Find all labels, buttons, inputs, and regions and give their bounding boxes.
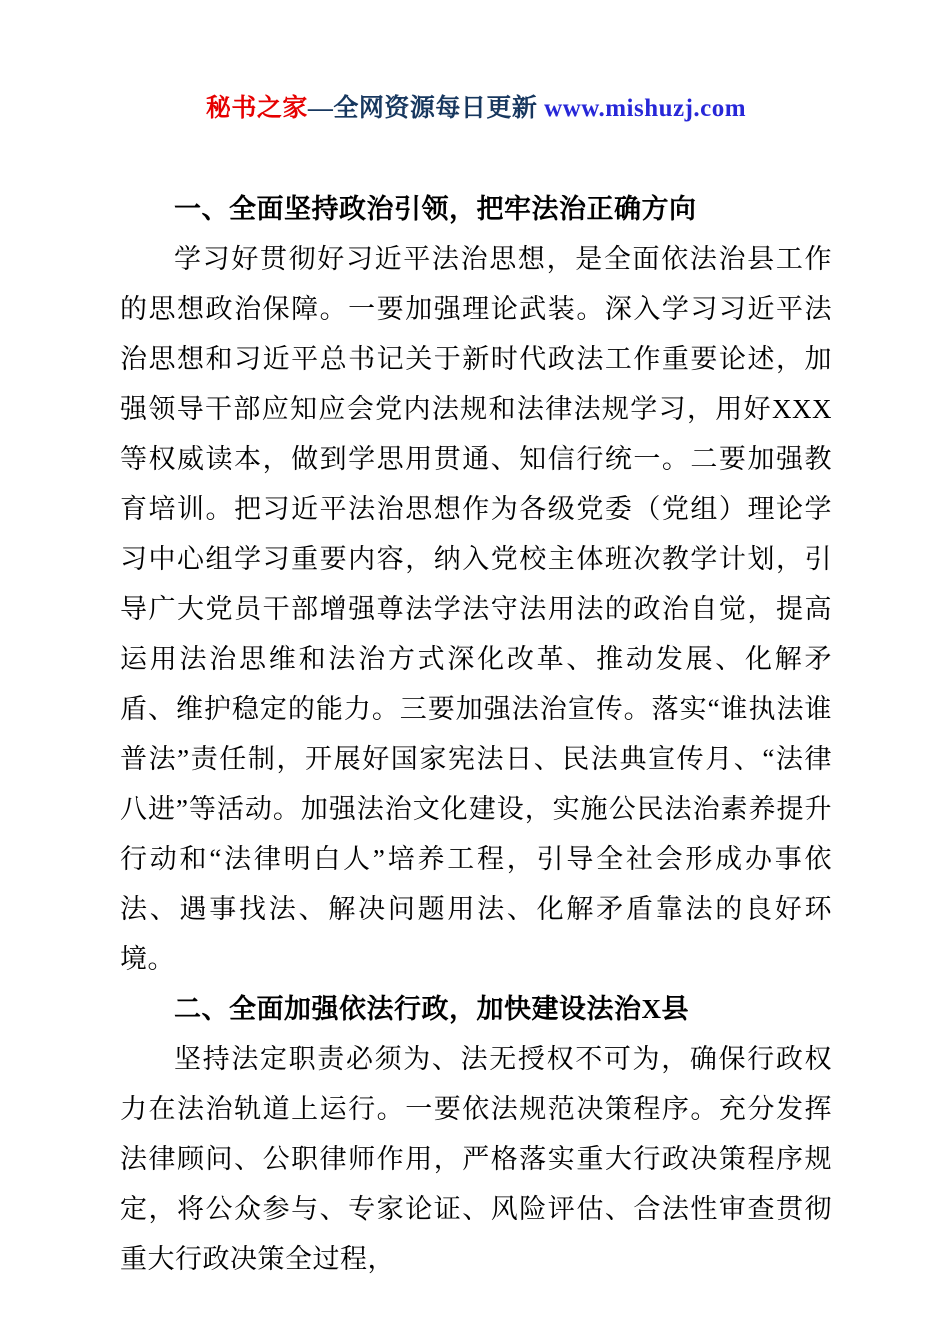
section-2-paragraph: 坚持法定职责必须为、法无授权不可为，确保行政权力在法治轨道上运行。一要依法规范决策程序。充分发挥法律顾问、公职律师作用，严格落实重大行政决策程序规定，将公众参与、专家论证、风险评估、合法性审查贯彻重大行政决策全过程， <box>120 1044 832 1274</box>
section-2-heading: 二、全面加强依法行政，加快建设法治X县 <box>174 994 689 1024</box>
site-name: 秘书之家 <box>205 95 308 122</box>
page-header <box>120 88 832 124</box>
section-1-heading: 一、全面坚持政治引领，把牢法治正确方向 <box>174 194 697 224</box>
section-1-paragraph: 学习好贯彻好习近平法治思想，是全面依法治县工作的思想政治保障。一要加强理论武装。深入学习习近平法治思想和习近平总书记关于新时代政法工作重要论述，加强领导干部应知应会党内法规和法律法规学习，用好XXX等权威读本，做到学思用贯通、知信行统一。二要加强教育培训。把习近平法治思想作为各级党委（党组）理论学习中心组学习重要内容，纳入党校主体班次教学计划，引导广大党员干部增强尊法学法守法用法的政治自觉，提高运用法治思维和法治方式深化改革、推动发展、化解矛盾、维护稳定的能力。三要加强法治宣传。落实“谁执法谁普法”责任制，开展好国家宪法日、民法典宣传月、“法律八进”等活动。加强法治文化建设，实施公民法治素养提升行动和“法律明白人”培养工程，引导全社会形成办事依法、遇事找法、解决问题用法、化解矛盾靠法的良好环境。 <box>120 244 832 974</box>
header-tagline: —全网资源每日更新 <box>307 95 545 122</box>
site-url-link[interactable]: www.mishuzj.com <box>544 95 747 122</box>
document-body <box>120 184 832 1284</box>
